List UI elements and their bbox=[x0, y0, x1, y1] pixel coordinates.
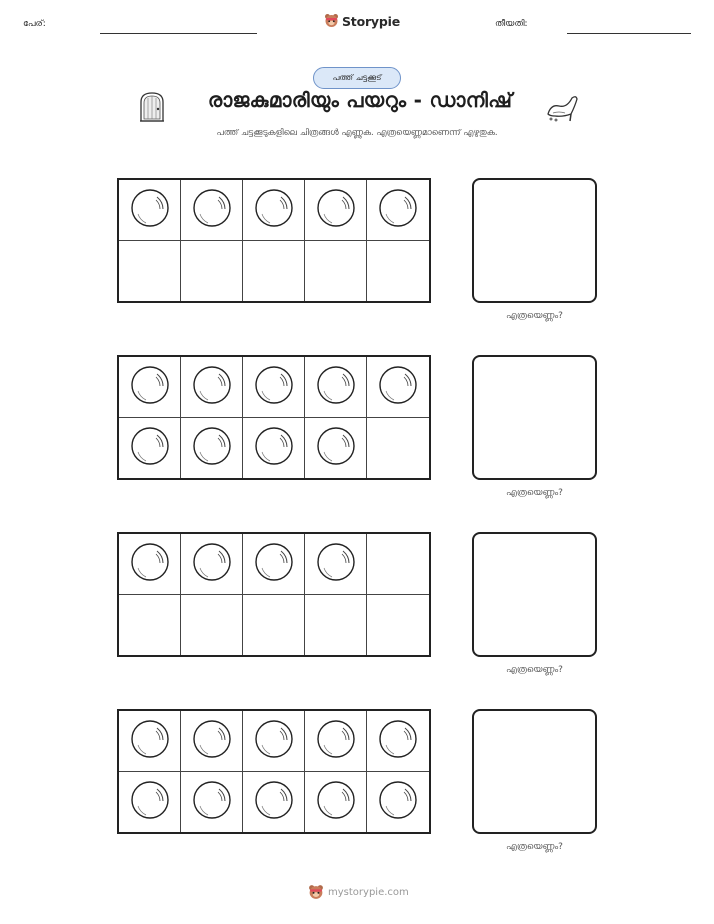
ten-frame-cell bbox=[305, 595, 367, 656]
pea-icon bbox=[254, 719, 294, 763]
ten-frame-cell bbox=[367, 357, 429, 418]
ten-frame-cell bbox=[181, 241, 243, 302]
answer-box[interactable] bbox=[472, 178, 597, 303]
ten-frame-cell bbox=[243, 595, 305, 656]
ten-frame-cell bbox=[119, 595, 181, 656]
ten-frame-cell bbox=[367, 180, 429, 241]
ten-frame-cell bbox=[305, 241, 367, 302]
ten-frame-cell bbox=[181, 418, 243, 479]
ten-frame-cell bbox=[243, 241, 305, 302]
answer-box[interactable] bbox=[472, 355, 597, 480]
ten-frame-cell bbox=[367, 772, 429, 833]
pea-icon bbox=[130, 365, 170, 409]
door-icon bbox=[139, 92, 165, 126]
brand-name: Storypie bbox=[342, 13, 400, 29]
name-line[interactable] bbox=[100, 33, 257, 34]
ten-frame-cell bbox=[367, 241, 429, 302]
pea-icon bbox=[254, 365, 294, 409]
answer-box[interactable] bbox=[472, 709, 597, 834]
footer bbox=[308, 884, 409, 901]
ten-frame-cell bbox=[181, 711, 243, 772]
brand-logo bbox=[324, 13, 400, 29]
ten-frame-cell bbox=[367, 534, 429, 595]
date-label: തീയതി: bbox=[495, 19, 528, 29]
answer-label: എത്രയെണ്ണം? bbox=[506, 488, 563, 498]
instructions: പത്ത് ചട്ടക്കൂടുകളിലെ ചിത്രങ്ങൾ എണ്ണുക. എത്രയെണ്ണമാണെന്ന് എഴുതുക. bbox=[216, 128, 498, 138]
ten-frame-cell bbox=[367, 595, 429, 656]
answer-label: എത്രയെണ്ണം? bbox=[506, 665, 563, 675]
pea-icon bbox=[254, 188, 294, 232]
answer-box[interactable] bbox=[472, 532, 597, 657]
ten-frame-cell bbox=[243, 180, 305, 241]
answer-label: എത്രയെണ്ണം? bbox=[506, 311, 563, 321]
ten-frame-cell bbox=[119, 711, 181, 772]
ten-frame-cell bbox=[243, 418, 305, 479]
footer-url: mystorypie.com bbox=[328, 887, 409, 898]
ten-frame bbox=[117, 709, 431, 834]
ten-frame-cell bbox=[305, 357, 367, 418]
pea-icon bbox=[130, 426, 170, 470]
ten-frame-cell bbox=[305, 180, 367, 241]
ten-frame-cell bbox=[367, 711, 429, 772]
worksheet-type-badge: പത്ത് ചട്ടക്കൂട് bbox=[313, 67, 401, 89]
ten-frame-cell bbox=[181, 772, 243, 833]
ten-frame-cell bbox=[243, 534, 305, 595]
pea-icon bbox=[378, 719, 418, 763]
pea-icon bbox=[316, 542, 356, 586]
ten-frame-cell bbox=[305, 711, 367, 772]
pea-icon bbox=[254, 542, 294, 586]
ten-frame-cell bbox=[119, 418, 181, 479]
pea-icon bbox=[316, 780, 356, 824]
bear-mascot-icon bbox=[324, 13, 339, 29]
pea-icon bbox=[192, 780, 232, 824]
pea-icon bbox=[378, 188, 418, 232]
answer-label: എത്രയെണ്ണം? bbox=[506, 842, 563, 852]
pea-icon bbox=[130, 780, 170, 824]
pea-icon bbox=[192, 426, 232, 470]
ten-frame-cell bbox=[305, 534, 367, 595]
worksheet-title: രാജകുമാരിയും പയറും - ഡാനിഷ് bbox=[207, 88, 513, 112]
pea-icon bbox=[316, 719, 356, 763]
pea-icon bbox=[316, 426, 356, 470]
pea-icon bbox=[130, 542, 170, 586]
ten-frame bbox=[117, 532, 431, 657]
ten-frame-cell bbox=[119, 772, 181, 833]
ten-frame-cell bbox=[243, 357, 305, 418]
pea-icon bbox=[378, 780, 418, 824]
ten-frame-cell bbox=[243, 772, 305, 833]
pea-icon bbox=[192, 188, 232, 232]
ten-frame-cell bbox=[181, 534, 243, 595]
ten-frame bbox=[117, 178, 431, 303]
ten-frame-cell bbox=[119, 357, 181, 418]
ten-frame bbox=[117, 355, 431, 480]
pea-icon bbox=[254, 426, 294, 470]
ten-frame-cell bbox=[181, 180, 243, 241]
ten-frame-cell bbox=[119, 180, 181, 241]
pea-icon bbox=[192, 719, 232, 763]
ten-frame-cell bbox=[367, 418, 429, 479]
name-label: പേര്: bbox=[23, 19, 46, 29]
pea-icon bbox=[192, 542, 232, 586]
ten-frame-cell bbox=[181, 595, 243, 656]
ten-frame-cell bbox=[243, 711, 305, 772]
pea-icon bbox=[254, 780, 294, 824]
glass-slipper-icon bbox=[545, 92, 579, 126]
pea-icon bbox=[192, 365, 232, 409]
ten-frame-cell bbox=[305, 418, 367, 479]
ten-frame-cell bbox=[119, 534, 181, 595]
ten-frame-cell bbox=[305, 772, 367, 833]
pea-icon bbox=[316, 188, 356, 232]
pea-icon bbox=[130, 188, 170, 232]
pea-icon bbox=[316, 365, 356, 409]
bear-mascot-icon bbox=[308, 884, 324, 901]
ten-frame-cell bbox=[181, 357, 243, 418]
date-line[interactable] bbox=[567, 33, 691, 34]
pea-icon bbox=[378, 365, 418, 409]
ten-frame-cell bbox=[119, 241, 181, 302]
pea-icon bbox=[130, 719, 170, 763]
